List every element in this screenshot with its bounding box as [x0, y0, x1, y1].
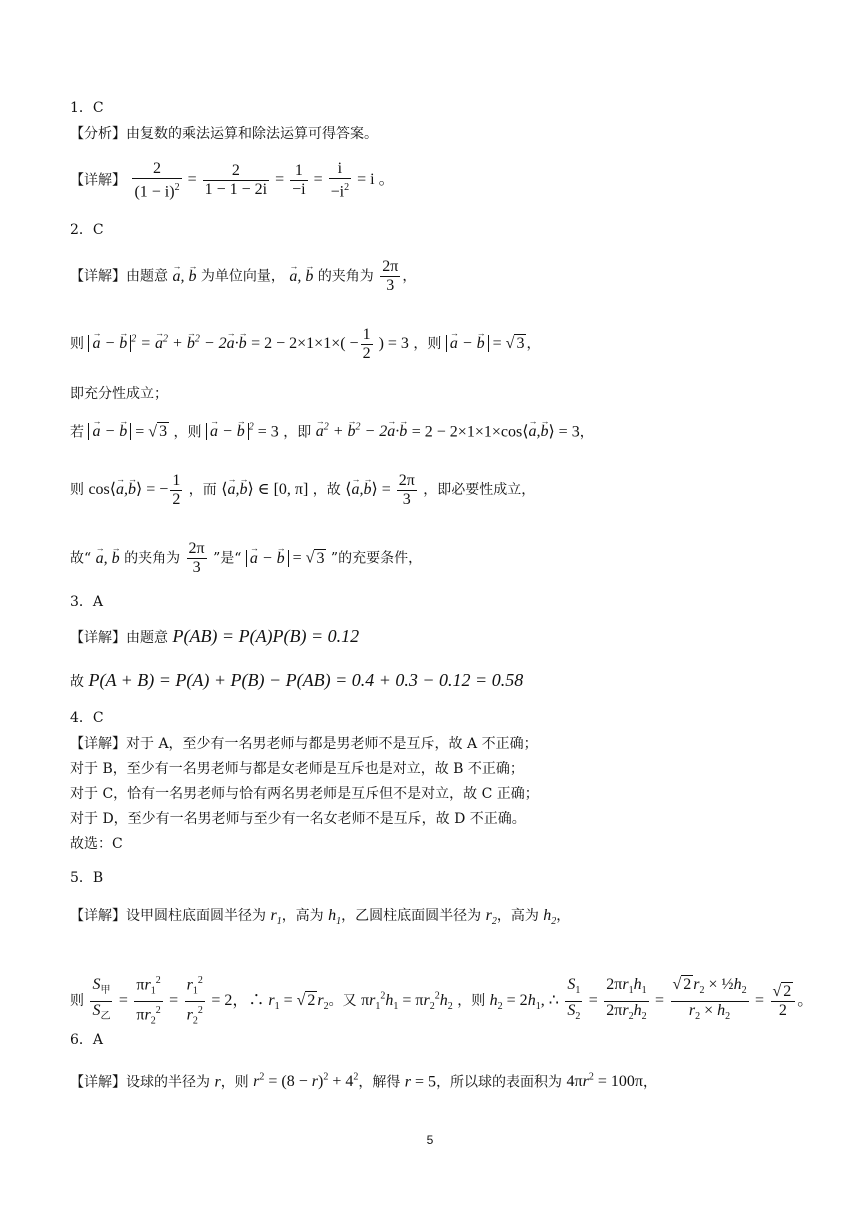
text: 则 [70, 336, 84, 353]
text: ，所以球的表面积为 [436, 1074, 563, 1091]
text: 则 [70, 993, 84, 1010]
text: ，则 [457, 993, 486, 1010]
q2-answer: 2．C [70, 222, 104, 238]
text: 为单位向量， [200, 268, 285, 285]
analysis-tag: 【分析】 [70, 126, 126, 142]
q6-line1: 【详解】设球的半径为 r，则 $r^2 = (8 - r)^2 + 4^2$，解得 r = 5，所以球的表面积为 $4\pi r^2 = 100\pi$， [70, 1072, 657, 1091]
q4-line: 故选：C [70, 836, 123, 852]
q3-line1 [70, 626, 359, 648]
sub-yi: 乙 [100, 1010, 111, 1022]
text: ， [556, 908, 571, 924]
q3-line2 [70, 670, 523, 692]
text: ，高为 [496, 908, 539, 924]
text: ”是“ [213, 550, 242, 567]
q5-answer: 5．B [70, 870, 104, 886]
text: ”的充要条件， [330, 550, 423, 567]
text: 由题意 [126, 630, 168, 646]
text: ，乙圆柱底面圆半径为 [341, 908, 482, 924]
q3-eq2: P(A + B) = P(A) + P(B) − P(AB) = 0.4 + 0.3 − 0.12 = 0.58 [88, 670, 524, 690]
text: 设球的半径为 [126, 1074, 210, 1091]
detail-tag: 【详解】 [70, 172, 126, 189]
detail-tag: 【详解】 [70, 908, 126, 924]
q1-analysis [70, 124, 378, 144]
text: ，高为 [281, 908, 324, 924]
q1-detail [70, 160, 395, 201]
text: ，则 [413, 336, 442, 353]
q4-line: 对于 B，至少有一名男老师与都是女老师是互斥也是对立，故 B 不正确； [70, 761, 524, 777]
text: 的夹角为 [317, 268, 374, 285]
q2-line1: 【详解】由题意 → a, → b 为单位向量， → a, → b 的夹角为 $\frac{2\pi}{3}$ ， [70, 258, 416, 295]
page-number: 5 [426, 1133, 434, 1147]
text: 的夹角为 [124, 550, 181, 567]
text: 设甲圆柱底面圆半径为 [126, 908, 266, 924]
q2-line5: 则 cos⟨→ a,→ b⟩ = − $\frac{1}{2}$ ，而 ⟨→ a,→ b⟩ ∈ [0, π] ，故 ⟨→ a,→ b⟩ = $\frac{2\pi}{3}$ ，即必要性成立， [70, 472, 535, 509]
q5-line1: 【详解】设甲圆柱底面圆半径为 $r_1$，高为 $h_1$，乙圆柱底面圆半径为 $r_2$，高为 $h_2$， [70, 907, 571, 928]
text: ，即必要性成立， [423, 482, 536, 499]
q4-line: 【详解】对于 A，至少有一名男老师与都是男老师不是互斥，故 A 不正确； [70, 736, 538, 752]
q6-answer: 6．A [70, 1032, 104, 1048]
text: ，即 [283, 424, 312, 441]
q1-answer: 1．C [70, 100, 104, 116]
q4-line: 对于 C，恰有一名男老师与恰有两名男老师是互斥但不是对立，故 C 正确； [70, 786, 539, 802]
q4-line: 对于 D，至少有一名男老师与至少有一名女老师不是互斥，故 D 不正确。 [70, 811, 526, 827]
detail-tag: 【详解】 [70, 1074, 126, 1091]
text: ，则 [173, 424, 202, 441]
text: 则 [70, 482, 84, 499]
q2-sufficiency: 即充分性成立； [70, 386, 168, 402]
analysis-text: 由复数的乘法运算和除法运算可得答案。 [126, 126, 378, 142]
q1-formula: $\frac{2}{(1 - i)^2}$ = $\frac{2}{1 - 1 - 2i}$ = $\frac{1}{-i}$ = $\frac{i}{-i^2}$ = i 。 [134, 160, 395, 201]
text: ，而 [188, 482, 217, 499]
q4-answer: 4．C [70, 710, 104, 726]
detail-tag: 【详解】 [70, 268, 126, 285]
q3-answer: 3．A [70, 594, 104, 610]
text: 。又 [328, 993, 357, 1010]
text: ，解得 [358, 1074, 401, 1091]
q3-eq1: P(AB) = P(A)P(B) = 0.12 [172, 626, 360, 646]
text: 故“ [70, 550, 92, 567]
text: 故 [70, 674, 84, 690]
q5-line2: 则 $\frac{S_甲}{S_乙}$ = $\frac{\pi r_1^2}{\pi r_2^2}$ = $\frac{r_1^2}{r_2^2}$ = 2，∴ $r_1$ = √ 2 $r_2$。又 $\pi r_1^2h_1 = \pi r_2^2h_2$ ，则 $h_2 = 2h_1$, ∴ $\frac{S_1}{S_2}$ = $\frac{2\pi r_1h_1}{2\pi r_2h_2}$ = $\frac{√ 2 r_2 \times \frac{1}{2}h_2}{r_2 \times h_2}$ = $\frac{√ 2}{2}$ 。 [70, 972, 813, 1030]
text: 由题意 [126, 268, 168, 285]
q2-line4: 若 → a − → b = √ 3 ，则 → a − → b $^2$ = 3 ，即 → $a^2$ + → $b^2 - 2\to a\cdot\to b = 2$ − 2×1×1×cos⟨→ a,→ b⟩ = 3， [70, 418, 594, 442]
text: ，则 [220, 1074, 249, 1091]
q2-line2: 则 → a − → b $^2$ = → $a^2$ + → $b^2 - 2\to a\cdot\to b = 2 - 2\times 1\times 1\times$( − $\frac{1}{2}$ ) = 3 ，则 → a − → b = √ 3 ， [70, 326, 540, 363]
sub-jia: 甲 [100, 985, 111, 997]
detail-tag: 【详解】 [70, 630, 126, 646]
text: ，故 [312, 482, 341, 499]
q2-line6: 故“ → a, → b 的夹角为 $\frac{2\pi}{3}$ ”是“ → a − → b = √ 3 ”的充要条件， [70, 540, 422, 577]
text: 若 [70, 424, 84, 441]
text: ， [642, 1074, 657, 1091]
